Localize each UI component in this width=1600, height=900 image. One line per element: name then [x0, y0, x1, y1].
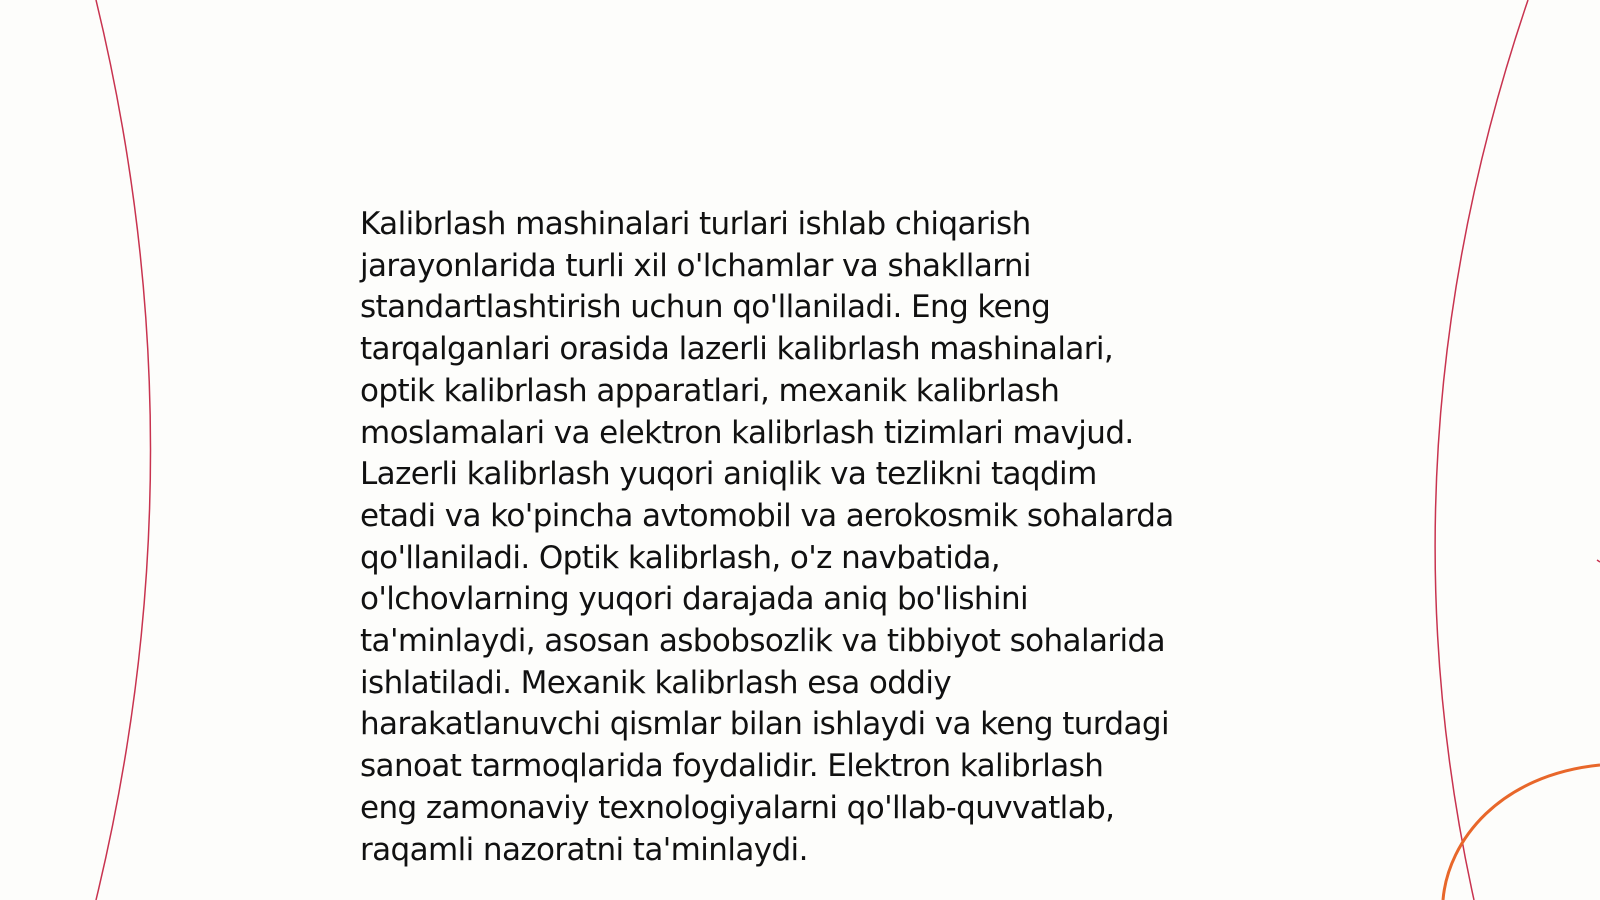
right-curve-line	[1435, 0, 1528, 900]
body-paragraph: Kalibrlash mashinalari turlari ishlab chiqarish jarayonlarida turli xil o'lchamlar va shakllarni standartlashtirish uchun qo'llaniladi. Eng keng tarqalganlari orasida lazerli kalibrlash mashinalari, optik kalibrlash apparatlari, mexanik kalibrlash moslamalari va elektron kalibrlash tizimlari mavjud. Lazerli kalibrlash yuqori aniqlik va tezlikni taqdim etadi va ko'pincha avtomobil va aerokosmik sohalarda qo'llaniladi. Optik kalibrlash, o'z navbatida, o'lchovlarning yuqori darajada aniq bo'lishini ta'minlaydi, asosan asbobsozlik va tibbiyot sohalarida ishlatiladi. Mexanik kalibrlash esa oddiy harakatlanuvchi qismlar bilan ishlaydi va keng turdagi sanoat tarmoqlarida foydalidir. Elektron kalibrlash eng zamonaviy texnologiyalarni qo'llab-quvvatlab, raqamli nazoratni ta'minlaydi.	[360, 206, 1174, 868]
orange-arc	[1443, 765, 1600, 900]
left-curve-line	[96, 0, 151, 900]
